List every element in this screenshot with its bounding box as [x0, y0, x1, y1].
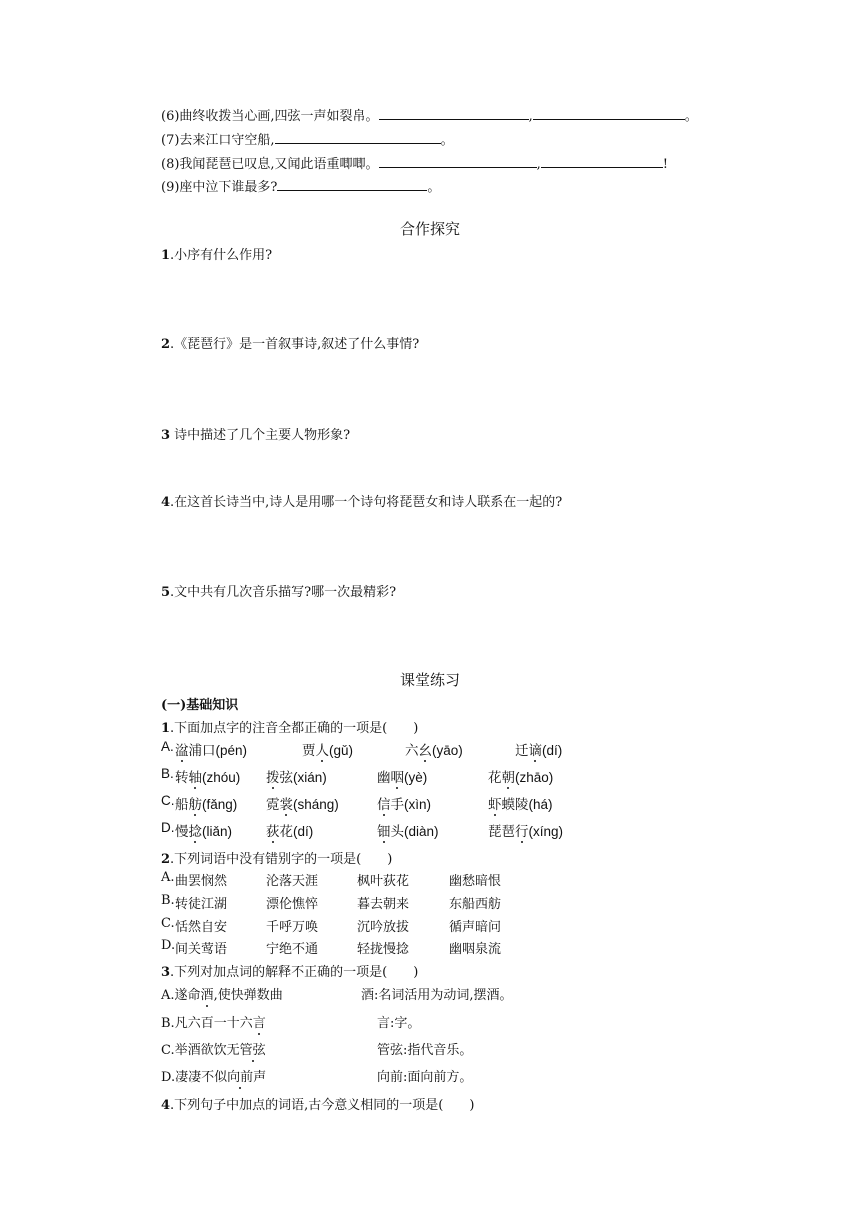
option-word: 暮去朝来: [357, 897, 410, 912]
option-item: 信手(xìn): [377, 797, 431, 812]
question-text: .小序有什么作用?: [170, 248, 273, 263]
option-label: A.: [161, 739, 174, 754]
option-word: 漂伦憔悴: [266, 897, 319, 912]
option-sentence: B.凡六百一十六言: [161, 1016, 266, 1031]
option-label: D.: [161, 820, 175, 835]
option-item: 虾蟆陵(há): [488, 797, 553, 812]
exercise-number: 3: [161, 965, 171, 980]
fill-line-8: [161, 153, 668, 172]
option-explanation: 管弦:指代音乐。: [377, 1043, 473, 1058]
terminal-punct: 。: [440, 133, 454, 148]
option-word: 转徒江湖: [175, 897, 228, 912]
exercise-stem: .下列句子中加点的词语,古今意义相同的一项是( ): [170, 1098, 475, 1113]
option-item: 转轴(zhóu): [175, 770, 241, 785]
exercise-1-stem: [161, 717, 418, 736]
answer-blank[interactable]: [379, 156, 537, 168]
question-text: 诗中描述了几个主要人物形象?: [170, 428, 351, 443]
question-2: [161, 333, 419, 352]
question-4: [161, 491, 562, 510]
option-word: 曲罢悯然: [175, 874, 228, 889]
option-word: 间关莺语: [175, 942, 228, 957]
option-item: 迁谪(dí): [515, 743, 563, 758]
fill-line-9-text: (9)座中泣下谁最多?: [161, 180, 278, 195]
question-text: .在这首长诗当中,诗人是用哪一个诗句将琵琶女和诗人联系在一起的?: [170, 495, 563, 510]
option-label: B.: [161, 766, 174, 781]
separator: ,: [528, 109, 533, 124]
section-heading-practice: 课堂练习: [399, 671, 460, 689]
option-word: 枫叶荻花: [357, 874, 410, 889]
question-text: .《琵琶行》是一首叙事诗,叙述了什么事情?: [170, 337, 420, 352]
option-sentence: D.凄凄不似向前声: [161, 1070, 267, 1085]
question-number: 1: [161, 248, 171, 263]
subsection-basic: (一)基础知识: [161, 698, 239, 713]
option-label: A.: [161, 870, 175, 885]
option-item: 荻花(dí): [266, 824, 314, 839]
exercise-number: 2: [161, 852, 171, 867]
option-item: 幽咽(yè): [377, 770, 428, 785]
option-word: 千呼万唤: [266, 920, 319, 935]
option-word: 东船西舫: [449, 897, 502, 912]
exercise-stem: .下面加点字的注音全都正确的一项是( ): [170, 721, 419, 736]
exercise-2-stem: [161, 848, 392, 867]
question-1: [161, 244, 272, 263]
option-item: 六幺(yāo): [405, 743, 463, 758]
option-sentence: A.遂命酒,使快弹数曲: [161, 988, 283, 1003]
separator: ,: [536, 157, 541, 172]
option-item: 琵琶行(xíng): [488, 824, 564, 839]
question-number: 4: [161, 495, 171, 510]
terminal-punct: 。: [427, 180, 441, 195]
terminal-punct: 。: [684, 109, 698, 124]
option-word: 幽咽泉流: [449, 942, 502, 957]
question-number: 5: [161, 585, 171, 600]
exercise-number: 1: [161, 721, 171, 736]
option-sentence: C.举酒欲饮无管弦: [161, 1043, 266, 1058]
option-item: 贾人(gǔ): [302, 743, 354, 758]
option-item: 霓裳(sháng): [266, 797, 339, 812]
answer-blank[interactable]: [533, 108, 685, 120]
option-explanation: 向前:面向前方。: [377, 1070, 473, 1085]
question-number: 2: [161, 337, 171, 352]
question-text: .文中共有几次音乐描写?哪一次最精彩?: [170, 585, 397, 600]
answer-blank[interactable]: [541, 156, 663, 168]
fill-line-8-text: (8)我闻琵琶已叹息,又闻此语重唧唧。: [161, 157, 379, 172]
question-number: 3: [161, 428, 171, 443]
option-label: C.: [161, 916, 175, 931]
option-item: 拨弦(xián): [266, 770, 327, 785]
option-label: D.: [161, 938, 176, 953]
option-label: B.: [161, 893, 175, 908]
option-label: C.: [161, 793, 175, 808]
option-explanation: 酒:名词活用为动词,摆酒。: [361, 988, 513, 1003]
exercise-3-stem: [161, 961, 418, 980]
option-explanation: 言:字。: [377, 1016, 421, 1031]
option-word: 幽愁暗恨: [449, 874, 502, 889]
option-word: 沦落天涯: [266, 874, 319, 889]
fill-line-7-text: (7)去来江口守空船,: [161, 133, 275, 148]
answer-blank[interactable]: [379, 108, 529, 120]
fill-line-6-text: (6)曲终收拨当心画,四弦一声如裂帛。: [161, 109, 379, 124]
exercise-stem: .下列对加点词的解释不正确的一项是( ): [170, 965, 419, 980]
fill-line-7: [161, 129, 454, 148]
section-heading-cooperation: 合作探究: [399, 220, 460, 238]
option-item: 船舫(fǎng): [175, 797, 238, 812]
question-3: [161, 424, 350, 443]
exercise-stem: .下列词语中没有错别字的一项是( ): [170, 852, 393, 867]
option-word: 宁绝不通: [266, 942, 319, 957]
option-word: 沉吟放拔: [357, 920, 410, 935]
answer-blank[interactable]: [275, 132, 441, 144]
option-item: 花朝(zhāo): [488, 770, 554, 785]
exercise-4-stem: [161, 1094, 474, 1113]
option-item: 钿头(diàn): [377, 824, 439, 839]
option-word: 恬然自安: [175, 920, 228, 935]
option-item: 湓浦口(pén): [175, 743, 248, 758]
answer-blank[interactable]: [277, 179, 427, 191]
option-item: 慢捻(liǎn): [175, 824, 233, 839]
terminal-punct: !: [662, 157, 668, 172]
option-word: 循声暗问: [449, 920, 502, 935]
fill-line-6: [161, 105, 698, 124]
fill-line-9: [161, 176, 440, 195]
question-5: [161, 581, 396, 600]
option-word: 轻拢慢捻: [357, 942, 410, 957]
exercise-number: 4: [161, 1098, 171, 1113]
